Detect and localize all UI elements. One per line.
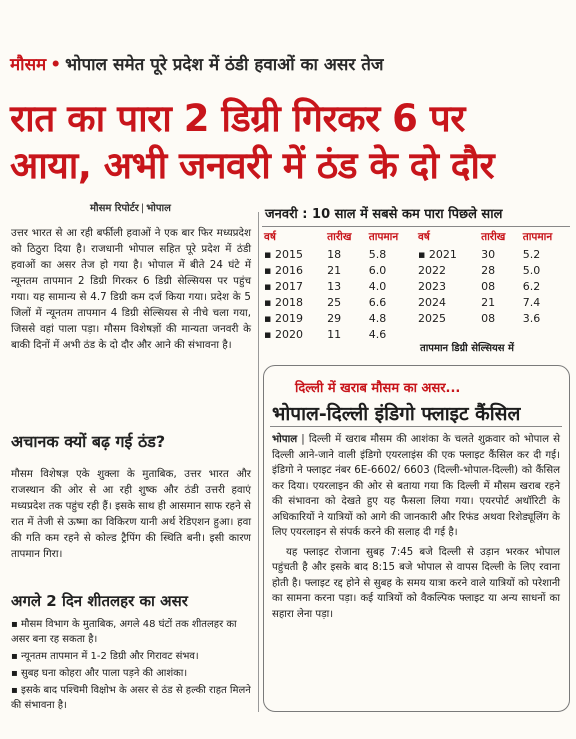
table-cell: 2024 bbox=[417, 295, 446, 309]
table-cell: 7.4 bbox=[522, 295, 541, 309]
headline bbox=[10, 95, 566, 189]
box-paragraph-1-text: दिल्ली में खराब मौसम की आशंका के चलते शुक्रवार को भोपाल से दिल्ली आने-जाने वाली इंडिगो एयरलाइंस की एक फ्लाइट कैंसिल कर दी गई। इंडिगो ने फ्लाइट नंबर 6E-6602/ 6603 (दिल्ली-भोपाल-दिल्ली) को कैंसिल कर दिया। एयरलाइन की ओर से बताया गया कि दिल्ली में मौसम खराब रहने की संभावना को देखते हुए यह फैसला लिया गया। एयरपोर्ट अथॉरिटी के अधिकारियों ने यात्रियों को आगे की जानकारी और रिफंड अथवा रिशेड्यूलिंग के लिए एयरलाइन से संपर्क करने की सलाह दी गई है। bbox=[272, 434, 560, 538]
table-cell: 2025 bbox=[417, 311, 446, 325]
byline-place: भोपाल bbox=[146, 203, 171, 214]
table-cell: 13 bbox=[327, 279, 342, 293]
header-date: तारीख bbox=[481, 231, 506, 243]
bullet-item: ▪ इसके बाद पश्चिमी विक्षोभ के असर से ठंड से हल्की राहत मिलने की संभावना है। bbox=[11, 685, 251, 711]
byline-separator: | bbox=[140, 203, 145, 214]
header-temp: तापमान bbox=[368, 231, 399, 243]
table-cell: 6.0 bbox=[368, 263, 387, 277]
table-cell: ▪ 2019 bbox=[264, 311, 303, 325]
box-title: भोपाल-दिल्ली इंडिगो फ्लाइट कैंसिल bbox=[272, 403, 521, 425]
table-cell: 30 bbox=[481, 247, 496, 261]
table-cell: 21 bbox=[327, 263, 342, 277]
kicker-label: मौसम bbox=[10, 55, 47, 75]
bullet-item: ▪ मौसम विभाग के मुताबिक, अगले 48 घंटों तक शीतलहर का असर बना रह सकता है। bbox=[11, 619, 237, 645]
box-paragraph-1: भोपाल | दिल्ली में खराब मौसम की आशंका के चलते शुक्रवार को भोपाल से दिल्ली आने-जाने वाली इंडिगो एयरलाइंस की एक फ्लाइट कैंसिल कर दी गई। इंडिगो ने फ्लाइट नंबर 6E-6602/ 6603 (दिल्ली-भोपाल-दिल्ली) को कैंसिल कर दिया। एयरलाइन की ओर से बताया गया कि दिल्ली में मौसम खराब रहने की संभावना को देखते हुए यह फैसला लिया गया। एयरपोर्ट अथॉरिटी के अधिकारियों ने यात्रियों को आगे की जानकारी और रिफंड अथवा रिशेड्यूलिंग के लिए एयरलाइन से संपर्क करने की सलाह दी गई है। bbox=[272, 434, 560, 538]
intro-paragraph: उत्तर भारत से आ रही बर्फीली हवाओं ने एक बार फिर मध्यप्रदेश को ठिठुरा दिया है। राजधानी भोपाल सहित पूरे प्रदेश में ठंडी हवाओं का असर तेज हो गया है। भोपाल में बीते 24 घंटे में न्यूनतम तापमान 2 डिग्री गिरकर 6 डिग्री सेल्सियस पर पहुंच गया। यह सामान्य से 4.7 डिग्री कम दर्ज किया गया। प्रदेश के 5 जिलों में न्यूनतम तापमान 4 डिग्री सेल्सियस से नीचे चला गया, जिससे वहां पाला पड़ा। मौसम विशेषज्ञों की मान्यता जनवरी के बाकी दिनों में अभी ठंड के दो दौर और आने की संभावना है। bbox=[11, 227, 251, 351]
box-dateline: भोपाल bbox=[272, 434, 298, 445]
intro-text bbox=[11, 225, 251, 357]
section2-heading: अगले 2 दिन शीतलहर का असर bbox=[11, 592, 188, 610]
table-cell: 6.6 bbox=[368, 295, 387, 309]
headline-line-1: रात का पारा 2 डिग्री गिरकर 6 पर bbox=[10, 97, 465, 140]
header-date: तारीख bbox=[327, 231, 352, 243]
table-cell: 08 bbox=[481, 311, 496, 325]
table-cell: ▪ 2020 bbox=[264, 327, 303, 341]
table-row bbox=[262, 246, 570, 262]
section1-paragraph: मौसम विशेषज्ञ एके शुक्ला के मुताबिक, उत्तर भारत और राजस्थान की ओर से आ रही शुष्क और ठंडी उत्तरी हवाएं मध्यप्रदेश तक पहुंच रही हैं। इसके साथ ही आसमान साफ रहने से रात में तेजी से ऊष्मा का विकिरण यानी अर्थ रेडिएशन हुआ। हवा की गति कम रहने से कोल्ड ट्रैपिंग की स्थिति बनी। इसी कारण तापमान गिरा। bbox=[11, 468, 251, 561]
table-cell: ▪ 2015 bbox=[264, 247, 303, 261]
section1-heading: अचानक क्यों बढ़ गई ठंड? bbox=[11, 432, 166, 451]
table-cell: ▪ 2016 bbox=[264, 263, 303, 277]
table-row bbox=[262, 310, 570, 326]
box-kicker: दिल्ली में खराब मौसम का असर... bbox=[295, 381, 461, 396]
table-cell: 5.8 bbox=[368, 247, 387, 261]
kicker-text: भोपाल समेत पूरे प्रदेश में ठंडी हवाओं का असर तेज bbox=[65, 55, 384, 75]
table-cell: ▪ 2021 bbox=[417, 247, 457, 261]
table-row bbox=[262, 326, 570, 342]
bullet-item: ▪ न्यूनतम तापमान में 1-2 डिग्री और गिरावट संभव। bbox=[11, 651, 199, 662]
table-cell: 08 bbox=[481, 279, 496, 293]
table-cell: 11 bbox=[327, 327, 342, 341]
table-cell: 21 bbox=[481, 295, 496, 309]
table-cell: 6.2 bbox=[522, 279, 541, 293]
section1-text bbox=[11, 456, 251, 573]
table-cell: 18 bbox=[327, 247, 342, 261]
box-text bbox=[272, 432, 560, 626]
table-cell: 4.0 bbox=[368, 279, 387, 293]
table-cell: 5.2 bbox=[522, 247, 541, 261]
table-header-row bbox=[262, 227, 570, 246]
table-row bbox=[262, 294, 570, 310]
header-temp: तापमान bbox=[522, 231, 553, 243]
table-title: जनवरी : 10 साल में सबसे कम पारा पिछले साल bbox=[265, 207, 503, 222]
table-unit-note: तापमान डिग्री सेल्सियस में bbox=[420, 343, 514, 354]
temperature-table bbox=[262, 226, 570, 342]
table-cell: 3.6 bbox=[522, 311, 541, 325]
column-divider bbox=[258, 212, 259, 712]
box-divider bbox=[270, 426, 562, 427]
table-cell: 29 bbox=[327, 311, 342, 325]
table-cell: 2023 bbox=[417, 279, 446, 293]
table-cell bbox=[521, 326, 570, 342]
headline-line-2: आया, अभी जनवरी में ठंड के दो दौर bbox=[10, 144, 495, 187]
byline-author: मौसम रिपोर्टर bbox=[90, 203, 139, 214]
header-year: वर्ष bbox=[264, 231, 276, 243]
table-row bbox=[262, 278, 570, 294]
kicker-separator: • bbox=[50, 55, 62, 75]
table-cell: 28 bbox=[481, 263, 496, 277]
table-cell: 5.0 bbox=[522, 263, 541, 277]
table-cell: 4.6 bbox=[368, 327, 387, 341]
table-cell: 25 bbox=[327, 295, 342, 309]
box-paragraph-2: यह फ्लाइट रोजाना सुबह 7:45 बजे दिल्ली से उड़ान भरकर भोपाल पहुंचती है और इसके बाद 8:15 बजे भोपाल से वापस दिल्ली के लिए रवाना होती है। फ्लाइट रद्द होने से सुबह के समय यात्रा करने वाले यात्रियों को परेशानी का सामना करना पड़ा। कई यात्रियों को वैकल्पिक फ्लाइट या अन्य साधनों का सहारा लेना पड़ा। bbox=[272, 546, 560, 620]
table-cell: 2022 bbox=[417, 263, 446, 277]
section2-bullets bbox=[11, 617, 256, 715]
byline bbox=[90, 200, 171, 214]
table-cell: 4.8 bbox=[368, 311, 387, 325]
bullet-item: ▪ सुबह घना कोहरा और पाला पड़ने की आशंका। bbox=[11, 668, 188, 679]
header-year: वर्ष bbox=[417, 231, 430, 243]
table-row bbox=[262, 262, 570, 278]
table-cell: ▪ 2018 bbox=[264, 295, 303, 309]
table-cell: ▪ 2017 bbox=[264, 279, 303, 293]
kicker-line bbox=[10, 52, 566, 75]
